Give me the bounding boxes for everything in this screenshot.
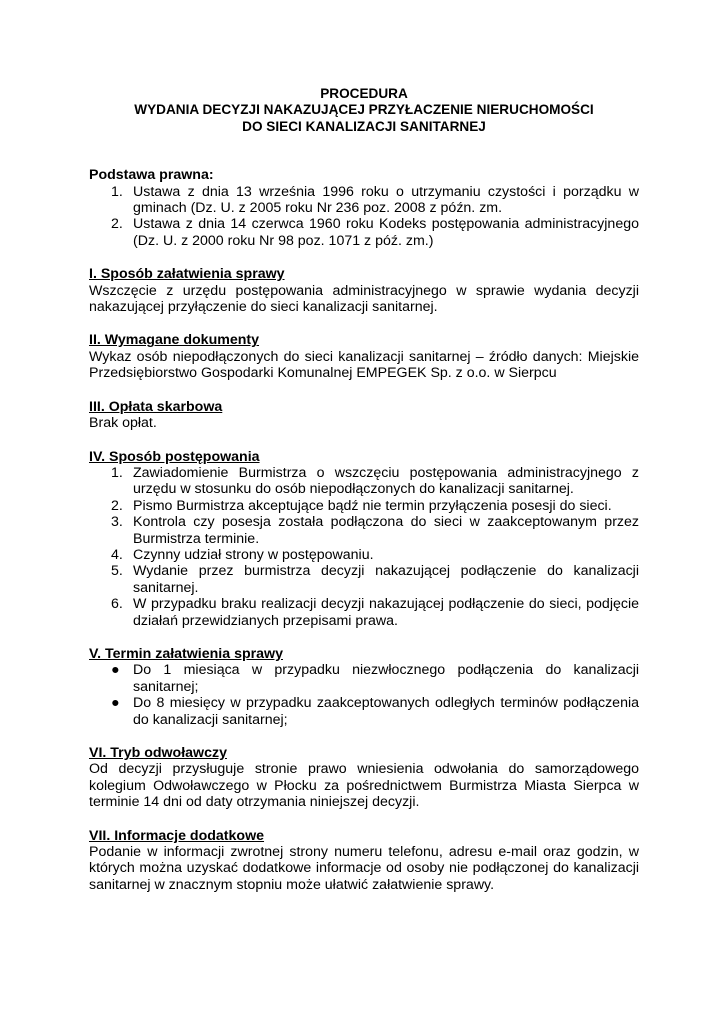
section-heading-1: I. Sposób załatwienia sprawy	[89, 266, 285, 283]
section-heading-3: III. Opłata skarbowa	[89, 398, 223, 415]
list-item-text: W przypadku braku realizacji decyzji nakazującej podłączenie do sieci, podjęcie działań przewidzianych przepisami prawa.	[133, 596, 639, 629]
document-title	[89, 86, 639, 135]
list-number: 5.	[111, 563, 123, 580]
legal-basis-label: Podstawa prawna:	[89, 167, 214, 184]
section-heading-6: VI. Tryb odwoławczy	[89, 745, 227, 761]
list-item	[89, 465, 639, 498]
list-item-text: Ustawa z dnia 13 września 1996 roku o utrzymaniu czystości i porządku w gminach (Dz. U. z 2005 roku Nr 236 poz. 2008 z późn. zm.	[133, 183, 639, 217]
deadline-list	[89, 662, 639, 728]
section-heading-2: II. Wymagane dokumenty	[89, 332, 260, 349]
list-item-text: Zawiadomienie Burmistrza o wszczęciu postępowania administracyjnego z urzędu w stosunku do osób niepodłączonych do kanalizacji sanitarnej.	[133, 464, 639, 498]
section-heading-4: IV. Sposób postępowania	[89, 448, 260, 465]
list-number: 1.	[111, 464, 123, 481]
list-item-text: Pismo Burmistrza akceptujące bądź nie termin przyłączenia posesji do sieci.	[133, 497, 612, 514]
title-line-3: DO SIECI KANALIZACJI SANITARNEJ	[242, 118, 486, 134]
procedure-steps-list	[89, 465, 639, 629]
section-heading-5: V. Termin załatwienia sprawy	[89, 645, 283, 662]
bullet-icon: ●	[111, 695, 120, 712]
list-number: 2.	[111, 497, 123, 514]
list-item-text: Wydanie przez burmistrza decyzji nakazującej podłączenie do kanalizacji sanitarnej.	[133, 563, 639, 596]
list-item-text: Kontrola czy posesja została podłączona do sieci w zaakceptowanym przez Burmistrza terminie.	[133, 514, 639, 547]
list-number: 2.	[111, 216, 123, 233]
list-number: 4.	[111, 546, 123, 563]
list-item-text: Do 1 miesiąca w przypadku niezwłocznego podłączenia do kanalizacji sanitarnej;	[133, 662, 639, 695]
list-item	[89, 695, 639, 728]
title-line-2: WYDANIA DECYZJI NAKAZUJĄCEJ PRZYŁACZENIE NIERUCHOMOŚCI	[134, 102, 594, 118]
list-item-text: Ustawa z dnia 14 czerwca 1960 roku Kodeks postępowania administracyjnego (Dz. U. z 2000 roku Nr 98 poz. 1071 z póź. zm.)	[133, 216, 639, 249]
list-item	[89, 596, 639, 629]
list-item	[89, 547, 639, 563]
section-heading-7: VII. Informacje dodatkowe	[89, 827, 265, 844]
section-text-6: Od decyzji przysługuje stronie prawo wniesienia odwołania do samorządowego kolegium Odwoławczego w Płocku za pośrednictwem Burmistrza Miasta Sierpca w terminie 14 dni od daty otrzymania niniejszej decyzji.	[89, 761, 639, 811]
section-text-7: Podanie w informacji zwrotnej strony numeru telefonu, adresu e-mail oraz godzin, w których można uzyskać dodatkowe informacje od osoby nie podłączonej do kanalizacji sanitarnej w znacznym stopniu może ułatwić załatwienie sprawy.	[89, 844, 639, 893]
list-item	[89, 498, 639, 514]
bullet-icon: ●	[111, 662, 120, 679]
title-line-1: PROCEDURA	[320, 86, 408, 101]
list-number: 6.	[111, 596, 123, 613]
section-text-3: Brak opłat.	[89, 415, 157, 432]
list-number: 3.	[111, 514, 123, 531]
section-text-1: Wszczęcie z urzędu postępowania administracyjnego w sprawie wydania decyzji nakazującej przyłączenie do sieci kanalizacji sanitarnej.	[89, 282, 639, 316]
list-item	[89, 662, 639, 695]
list-item	[89, 563, 639, 596]
list-item	[89, 184, 639, 217]
section-text-2: Wykaz osób niepodłączonych do sieci kanalizacji sanitarnej – źródło danych: Miejskie Przedsiębiorstwo Gospodarki Komunalnej EMPEGEK Sp. z o.o. w Sierpcu	[89, 348, 639, 382]
list-item-text: Do 8 miesięcy w przypadku zaakceptowanych odległych terminów podłączenia do kanalizacji sanitarnej;	[133, 695, 639, 728]
list-number: 1.	[111, 183, 123, 200]
list-item	[89, 514, 639, 547]
list-item-text: Czynny udział strony w postępowaniu.	[133, 546, 374, 563]
document-page	[89, 86, 639, 893]
legal-basis-list	[89, 184, 639, 250]
list-item	[89, 216, 639, 249]
